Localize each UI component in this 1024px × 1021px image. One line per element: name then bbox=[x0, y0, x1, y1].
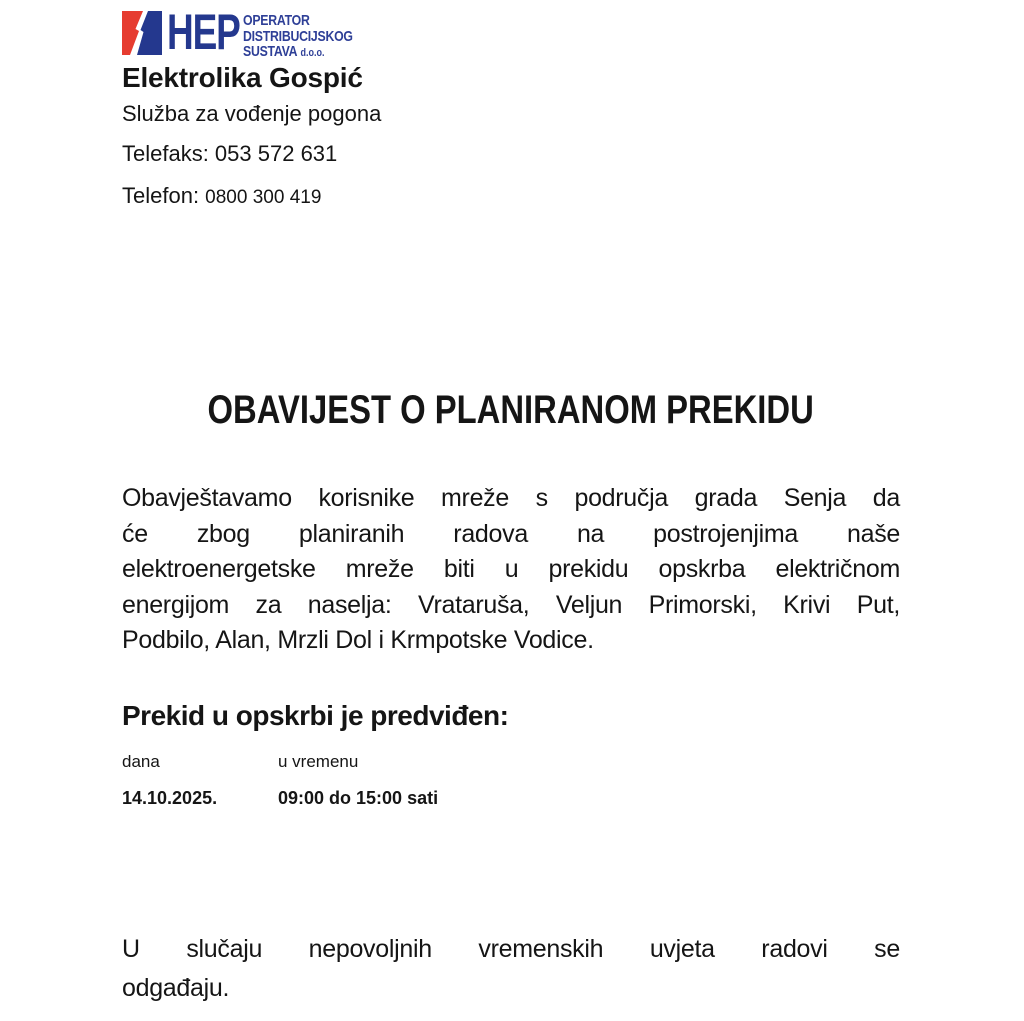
fax-line: Telefaks: 053 572 631 bbox=[122, 141, 338, 166]
org-name: Elektrolika Gospić bbox=[122, 62, 363, 93]
phone-line bbox=[122, 183, 321, 209]
schedule-value-row bbox=[122, 787, 622, 809]
date-label: dana bbox=[122, 752, 160, 771]
operator-line: OPERATOR bbox=[243, 12, 310, 29]
time-label: u vremenu bbox=[278, 752, 359, 771]
notice-body-paragraph bbox=[122, 481, 900, 659]
hep-logo bbox=[122, 4, 377, 62]
doo-suffix: d.o.o. bbox=[300, 47, 325, 59]
text-line: odgađaju. bbox=[122, 974, 230, 1002]
text-line: Podbilo, Alan, Mrzli Dol i Krmpotske Vodice. bbox=[122, 626, 594, 654]
text-line: će zbog planiranih radova na postrojenjima naše bbox=[122, 519, 900, 548]
operator-line: SUSTAVA d.o.o. bbox=[243, 43, 325, 60]
time-value: 09:00 do 15:00 sati bbox=[278, 788, 439, 808]
text-line: Obavještavamo korisnike mreže s područja grada Senja da bbox=[122, 484, 900, 512]
department-name: Služba za vođenje pogona bbox=[122, 101, 382, 126]
date-value: 14.10.2025. bbox=[122, 788, 218, 808]
text-line: energijom za naselja: Vrataruša, Veljun Primorski, Krivi Put, bbox=[122, 590, 900, 619]
logo-blue-shape bbox=[137, 11, 162, 55]
notice-title: OBAVIJEST O PLANIRANOM PREKIDU bbox=[207, 388, 815, 432]
operator-line: DISTRIBUCIJSKOG bbox=[243, 27, 354, 45]
weather-disclaimer-paragraph bbox=[122, 930, 900, 1008]
phone-number: 0800 300 419 bbox=[205, 187, 322, 208]
schedule-heading: Prekid u opskrbi je predviđen: bbox=[122, 700, 509, 731]
text-line: elektroenergetske mreže biti u prekidu opskrba električnom bbox=[122, 555, 900, 583]
operator-text-block bbox=[243, 10, 353, 62]
hep-wordmark: HEP bbox=[167, 4, 240, 60]
lightning-bolt-icon bbox=[122, 11, 162, 55]
phone-label: Telefon: bbox=[122, 183, 206, 208]
schedule-label-row bbox=[122, 751, 622, 773]
text-line: U slučaju nepovoljnih vremenskih uvjeta radovi se bbox=[122, 935, 900, 963]
